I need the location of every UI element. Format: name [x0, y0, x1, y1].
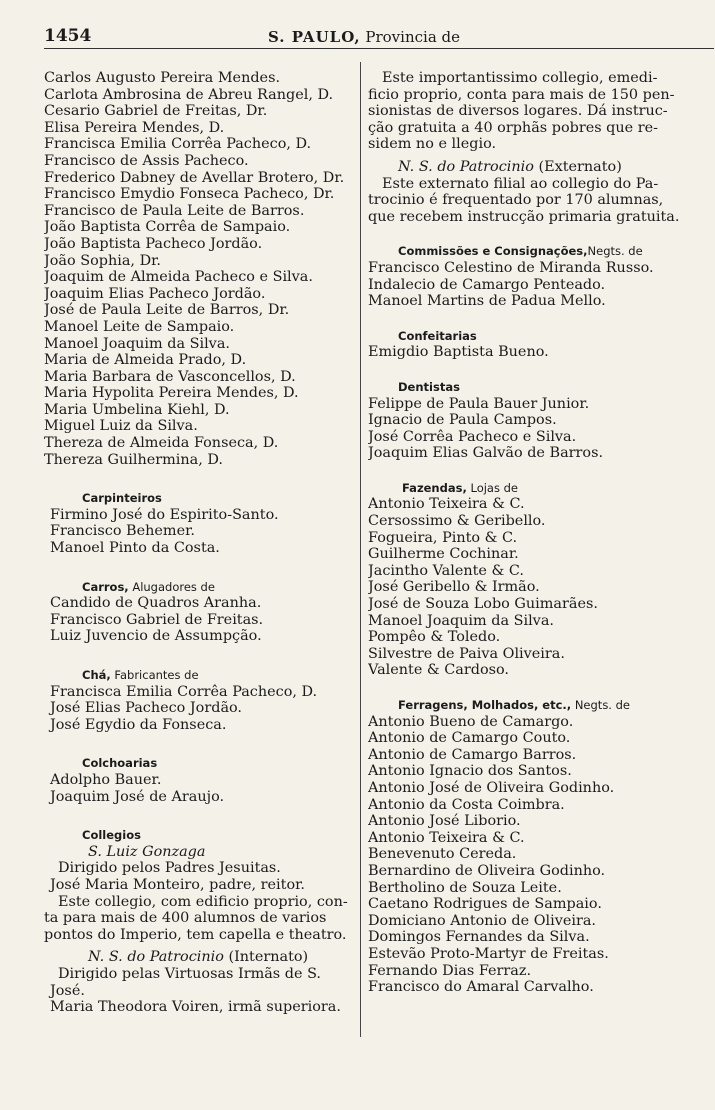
list-item: Francisco de Assis Pacheco.	[44, 152, 249, 169]
list-item: Emigdio Baptista Bueno.	[368, 344, 549, 361]
list-item: José Egydio da Fonseca.	[50, 716, 227, 733]
list-item: José Geribello & Irmão.	[368, 579, 540, 596]
section-heading-ferragens	[368, 697, 686, 714]
page-header	[0, 26, 715, 50]
list-item: João Baptista Corrêa de Sampaio.	[44, 219, 291, 236]
heading-suffix: Negts. de	[574, 698, 630, 712]
list-item: Joaquim José de Araujo.	[50, 788, 225, 805]
list-item: Carlota Ambrosina de Abreu Rangel, D.	[44, 86, 334, 103]
section-heading-carpinteiros	[44, 490, 356, 507]
list-item: José.	[50, 982, 85, 999]
list-item: Antonio José Liborio.	[368, 813, 521, 830]
page-number: 1454	[44, 26, 92, 46]
section-heading-colchoarias	[44, 755, 356, 772]
list-item: Joaquim Elias Pacheco Jordão.	[44, 285, 266, 302]
list-item: José de Paula Leite de Barros, Dr.	[44, 302, 290, 319]
paragraph-line: ficio proprio, conta para mais de 150 pen-	[368, 86, 675, 103]
list-item: Francisco Gabriel de Freitas.	[50, 611, 264, 628]
list-item: Joaquim Elias Galvão de Barros.	[368, 445, 604, 462]
heading-suffix: Alugadores de	[132, 579, 215, 594]
list-item: Bertholino de Souza Leite.	[368, 879, 562, 896]
list-item: Francisco Behemer.	[50, 523, 195, 540]
list-item: Francisco de Paula Leite de Barros.	[44, 202, 305, 219]
section-heading-carros	[44, 579, 356, 596]
heading-text: Confeitarias	[398, 328, 477, 343]
paragraph-line: Este collegio, com edificio proprio, con-	[58, 893, 348, 910]
list-item: Miguel Luiz da Silva.	[44, 418, 198, 435]
list-item: Guilherme Cochinar.	[368, 546, 519, 563]
list-item: Pompêo & Toledo.	[368, 629, 501, 646]
list-item: Luiz Juvencio de Assumpção.	[50, 628, 262, 645]
list-item: Francisco Emydio Fonseca Pacheco, Dr.	[44, 186, 335, 203]
list-item: Caetano Rodrigues de Sampaio.	[368, 896, 602, 913]
list-item: Maria Theodora Voiren, irmã superiora.	[50, 999, 341, 1016]
paragraph-line: sionistas de diversos logares. Dá instruc-	[368, 103, 668, 120]
list-item: Antonio Ignacio dos Santos.	[368, 763, 572, 780]
right-column	[368, 70, 686, 996]
paragraph-line: trocinio é frequentado por 170 alumnas,	[368, 192, 664, 209]
section-heading-cha	[44, 667, 356, 684]
list-item: Felippe de Paula Bauer Junior.	[368, 395, 590, 412]
heading-suffix: Negts. de	[587, 244, 643, 259]
list-item: Francisca Emilia Corrêa Pacheco, D.	[50, 683, 318, 700]
list-item: Manoel Joaquim da Silva.	[44, 335, 230, 352]
heading-text: Carpinteiros	[82, 491, 162, 506]
heading-suffix: Lojas de	[470, 480, 518, 495]
paragraph-line: Este externato filial ao collegio do Pa-	[382, 175, 659, 192]
section-heading-dentistas	[368, 379, 686, 396]
list-item: Maria Barbara de Vasconcellos, D.	[44, 368, 296, 385]
running-title	[268, 28, 460, 46]
list-item: João Baptista Pacheco Jordão.	[44, 235, 263, 252]
list-item: Carlos Augusto Pereira Mendes.	[44, 70, 281, 86]
list-item: Thereza Guilhermina, D.	[44, 451, 223, 468]
list-item: Dirigido pelos Padres Jesuitas.	[58, 860, 281, 877]
list-item: Antonio Bueno de Camargo.	[368, 713, 574, 730]
subheading-luiz-gonzaga: S. Luiz Gonzaga	[88, 843, 206, 860]
list-item: Maria de Almeida Prado, D.	[44, 352, 247, 369]
list-item: Thereza de Almeida Fonseca, D.	[44, 435, 279, 452]
title-city: S. PAULO,	[268, 28, 361, 46]
list-item: Dirigido pelas Virtuosas Irmãs de S.	[58, 965, 321, 982]
list-item: Elisa Pereira Mendes, D.	[44, 119, 225, 136]
list-item: Antonio Teixeira & C.	[368, 829, 525, 846]
list-item: Domingos Fernandes da Silva.	[368, 929, 590, 946]
list-item: Manoel Pinto da Costa.	[50, 540, 220, 557]
list-item: Manoel Joaquim da Silva.	[368, 612, 554, 629]
list-item: Candido de Quadros Aranha.	[50, 595, 262, 612]
section-heading-confeitarias	[368, 328, 686, 345]
list-item: Maria Hypolita Pereira Mendes, D.	[44, 385, 299, 402]
column-divider	[360, 62, 361, 1037]
list-item: Valente & Cardoso.	[368, 662, 510, 679]
list-item: Francisca Emilia Corrêa Pacheco, D.	[44, 136, 312, 153]
list-item: Antonio de Camargo Barros.	[368, 746, 577, 763]
list-item: Antonio da Costa Coimbra.	[368, 796, 565, 813]
list-item: Bernardino de Oliveira Godinho.	[368, 862, 606, 879]
heading-suffix: Fabricantes de	[114, 668, 199, 682]
list-item: Fogueira, Pinto & C.	[368, 529, 518, 546]
list-item: Ignacio de Paula Campos.	[368, 412, 557, 429]
list-item: José de Souza Lobo Guimarães.	[368, 596, 598, 613]
subheading-patrocinio-internato	[44, 949, 356, 966]
list-item: Manoel Leite de Sampaio.	[44, 318, 235, 335]
list-item: Indalecio de Camargo Penteado.	[368, 276, 606, 293]
list-item: Cersossimo & Geribello.	[368, 513, 546, 530]
paragraph-line: que recebem instrucção primaria gratuita.	[368, 208, 680, 225]
list-item: Joaquim de Almeida Pacheco e Silva.	[44, 269, 313, 286]
list-item: Frederico Dabney de Avellar Brotero, Dr.	[44, 169, 345, 186]
left-column	[44, 70, 356, 1016]
paragraph-line: Este importantissimo collegio, emedi-	[382, 70, 658, 86]
list-item: Antonio Teixeira & C.	[368, 496, 525, 513]
list-item: Benevenuto Cereda.	[368, 846, 517, 863]
section-heading-commissoes	[368, 243, 686, 260]
list-item: Manoel Martins de Padua Mello.	[368, 293, 606, 310]
list-item: Francisco Celestino de Miranda Russo.	[368, 259, 654, 276]
list-item: Antonio José de Oliveira Godinho.	[368, 779, 615, 796]
list-item: José Maria Monteiro, padre, reitor.	[50, 876, 305, 893]
heading-text: Commissões e Consignações,	[398, 244, 588, 259]
heading-text: Dentistas	[398, 379, 460, 394]
subheading-patrocinio-externato	[368, 159, 686, 176]
list-item: Firmino José do Espirito-Santo.	[50, 506, 279, 523]
title-province: Provincia de	[365, 28, 461, 46]
subheading-suffix: (Externato)	[538, 158, 622, 175]
names-list	[44, 70, 356, 468]
paragraph-line: ta para mais de 400 alumnos de varios	[44, 910, 327, 927]
list-item: Silvestre de Paiva Oliveira.	[368, 645, 565, 662]
list-item: Maria Umbelina Kiehl, D.	[44, 401, 230, 418]
subheading-text: N. S. do Patrocinio	[88, 949, 224, 966]
list-item: Estevão Proto-Martyr de Freitas.	[368, 945, 609, 962]
heading-text: Collegios	[82, 828, 141, 843]
section-heading-collegios	[44, 827, 356, 844]
paragraph-line: sidem no e llegio.	[368, 136, 497, 153]
subheading-suffix: (Internato)	[228, 949, 309, 966]
header-rule	[44, 48, 714, 49]
list-item: José Elias Pacheco Jordão.	[50, 700, 243, 717]
list-item: João Sophia, Dr.	[44, 252, 161, 269]
subheading-text: N. S. do Patrocinio	[398, 158, 534, 175]
list-item: Domiciano Antonio de Oliveira.	[368, 912, 597, 929]
heading-text: Ferragens, Molhados, etc.,	[398, 698, 572, 712]
list-item: Cesario Gabriel de Freitas, Dr.	[44, 103, 268, 120]
list-item: Francisco do Amaral Carvalho.	[368, 979, 594, 996]
list-item: Antonio de Camargo Couto.	[368, 730, 571, 747]
paragraph-line: ção gratuita a 40 orphãs pobres que re-	[368, 119, 659, 136]
paragraph-line: pontos do Imperio, tem capella e theatro.	[44, 926, 347, 943]
section-heading-fazendas	[368, 480, 686, 497]
heading-text: Colchoarias	[82, 756, 158, 771]
list-item: Fernando Dias Ferraz.	[368, 962, 532, 979]
heading-text: Carros,	[82, 579, 129, 594]
heading-text: Fazendas,	[402, 480, 467, 495]
list-item: José Corrêa Pacheco e Silva.	[368, 428, 577, 445]
list-item: Adolpho Bauer.	[50, 771, 162, 788]
heading-text: Chá,	[82, 668, 111, 682]
list-item: Jacintho Valente & C.	[368, 562, 524, 579]
